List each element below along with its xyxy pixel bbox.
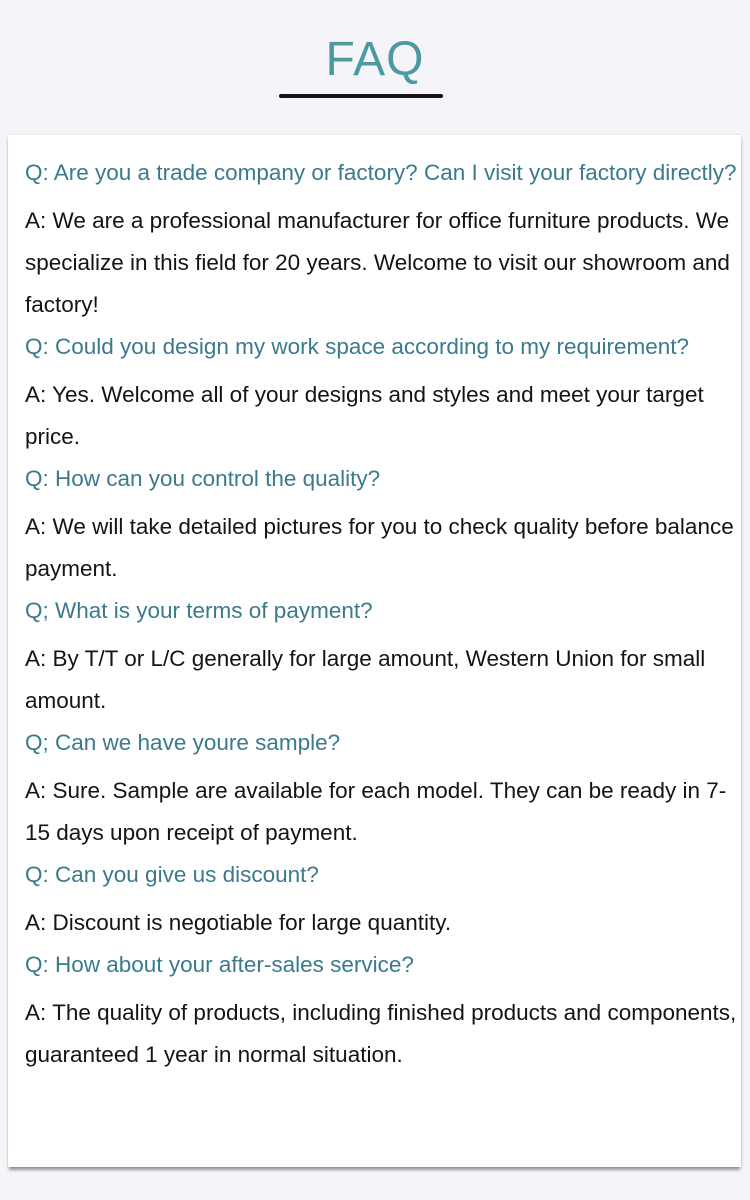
faq-answer: A: We will take detailed pictures for you to check quality before balance payment. [25,514,734,581]
faq-item [25,458,739,590]
faq-question: Q: Could you design my work space according to my requirement? [25,334,690,359]
faq-answer: A: Sure. Sample are available for each model. They can be ready in 7-15 days upon receipt of payment. [25,778,727,845]
faq-item [25,944,739,1076]
faq-item [25,326,739,458]
faq-answer: A: Yes. Welcome all of your designs and styles and meet your target price. [25,382,704,449]
faq-item [25,152,739,326]
faq-question: Q: Are you a trade company or factory? Can I visit your factory directly? [25,160,737,185]
faq-answer: A: The quality of products, including finished products and components, guaranteed 1 year in normal situation. [25,1000,737,1067]
faq-item [25,590,739,722]
faq-list [25,152,739,1076]
faq-item [25,854,739,944]
page-title: FAQ [325,33,425,86]
title-underline [279,94,443,98]
faq-answer: A: Discount is negotiable for large quantity. [25,910,452,935]
faq-question: Q: How about your after-sales service? [25,952,414,977]
faq-question: Q: How can you control the quality? [25,466,381,491]
faq-question: Q; What is your terms of payment? [25,598,373,623]
faq-answer: A: We are a professional manufacturer for office furniture products. We specialize in this field for 20 years. Welcome to visit our showroom and factory! [25,208,730,317]
faq-question: Q; Can we have youre sample? [25,730,341,755]
faq-item [25,722,739,854]
faq-header [0,0,750,135]
faq-question: Q: Can you give us discount? [25,862,319,887]
faq-card [8,135,741,1167]
faq-answer: A: By T/T or L/C generally for large amount, Western Union for small amount. [25,646,706,713]
